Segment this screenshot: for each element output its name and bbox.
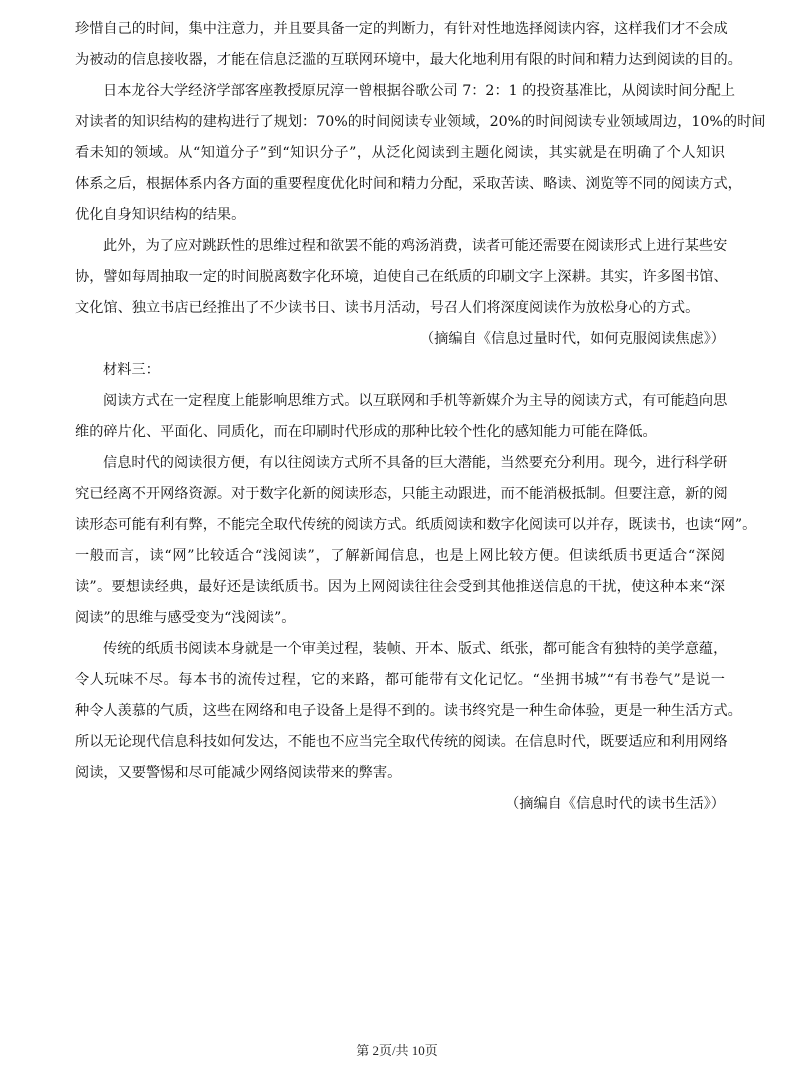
text-line: 令人玩味不尽。每本书的流传过程，它的来路，都可能带有文化记忆。“坐拥书城”“有书卷气”是说一: [75, 672, 725, 688]
text-line: 究已经离不开网络资源。对于数字化新的阅读形态，只能主动跟进，而不能消极抵制。但要注意，新的阅: [75, 486, 728, 502]
text-line: 一般而言，读“网”比较适合“浅阅读”，了解新闻信息，也是上网比较方便。但读纸质书更适合“深阅: [75, 548, 725, 564]
text-line: 优化自身知识结构的结果。: [75, 207, 246, 223]
text-line: 传统的纸质书阅读本身就是一个审美过程，装帧、开本、版式、纸张，都可能含有独特的美学意蕴，: [103, 641, 728, 657]
text-line: 读”。要想读经典，最好还是读纸质书。因为上网阅读往往会受到其他推送信息的干扰，使这种本来“深: [75, 579, 725, 595]
article-body: [75, 14, 766, 820]
text-line: 阅读”的思维与感受变为“浅阅读”。: [75, 610, 296, 626]
text-line: 为被动的信息接收器，才能在信息泛滥的互联网环境中，最大化地利用有限的时间和精力达到阅读的目的。: [75, 52, 742, 68]
text-line: 日本龙谷大学经济学部客座教授原尻淳一曾根据谷歌公司 7：2：1 的投资基准比，从阅读时间分配上: [103, 83, 735, 99]
page-number: 第 2页/共 10页: [356, 1043, 438, 1058]
text-line: 阅读方式在一定程度上能影响思维方式。以互联网和手机等新媒介为主导的阅读方式，有可能趋向思: [103, 393, 728, 409]
paragraph-deep-reading: [75, 231, 728, 324]
text-line: 读形态可能有利有弊，不能完全取代传统的阅读方式。纸质阅读和数字化阅读可以并存，既读书，也读“网”。: [75, 517, 757, 533]
paragraph-paper-books: [75, 634, 742, 789]
text-line: 体系之后，根据体系内各方面的重要程度优化时间和精力分配，采取苦读、略读、浏览等不同的阅读方式，: [75, 176, 742, 192]
material-3-label: 材料三：: [103, 362, 160, 378]
text-line: 此外，为了应对跳跃性的思维过程和欲罢不能的鸡汤消费，读者可能还需要在阅读形式上进行某些安: [103, 238, 728, 254]
paragraph-information-age: [75, 448, 757, 634]
text-line: 文化馆、独立书店已经推出了不少读书日、读书月活动，号召人们将深度阅读作为放松身心的方式。: [75, 300, 700, 316]
text-line: 维的碎片化、平面化、同质化，而在印刷时代形成的那种比较个性化的感知能力可能在降低。: [75, 424, 657, 440]
text-line: 对读者的知识结构的建构进行了规划：70%的时间阅读专业领域，20%的时间阅读专业领域周边，10%的时间: [75, 114, 766, 130]
text-line: 所以无论现代信息科技如何发达，不能也不应当完全取代传统的阅读。在信息时代，既要适应和利用网络: [75, 734, 728, 750]
text-line: 种令人羡慕的气质，这些在网络和电子设备上是得不到的。读书终究是一种生命体验，更是一种生活方式。: [75, 703, 742, 719]
text-line: 珍惜自己的时间，集中注意力，并且要具备一定的判断力，有针对性地选择阅读内容，这样我们才不会成: [75, 21, 728, 37]
paragraph-continuation: [75, 14, 742, 76]
source-citation-1: （摘编自《信息过量时代，如何克服阅读焦虑》）: [419, 331, 725, 347]
text-line: 信息时代的阅读很方便，有以往阅读方式所不具备的巨大潜能，当然要充分利用。现今，进行科学研: [103, 455, 728, 471]
text-line: 协，譬如每周抽取一定的时间脱离数字化环境，迫使自己在纸质的印刷文字上深耕。其实，许多图书馆、: [75, 269, 728, 285]
text-line: 阅读，又要警惕和尽可能减少网络阅读带来的弊害。: [75, 765, 402, 781]
source-citation-2: （摘编自《信息时代的读书生活》）: [505, 796, 725, 812]
paragraph-reading-allocation: [75, 76, 766, 231]
paragraph-reading-mode: [75, 386, 728, 448]
text-line: 看未知的领域。从“知道分子”到“知识分子”，从泛化阅读到主题化阅读，其实就是在明确了个人知识: [75, 145, 725, 161]
